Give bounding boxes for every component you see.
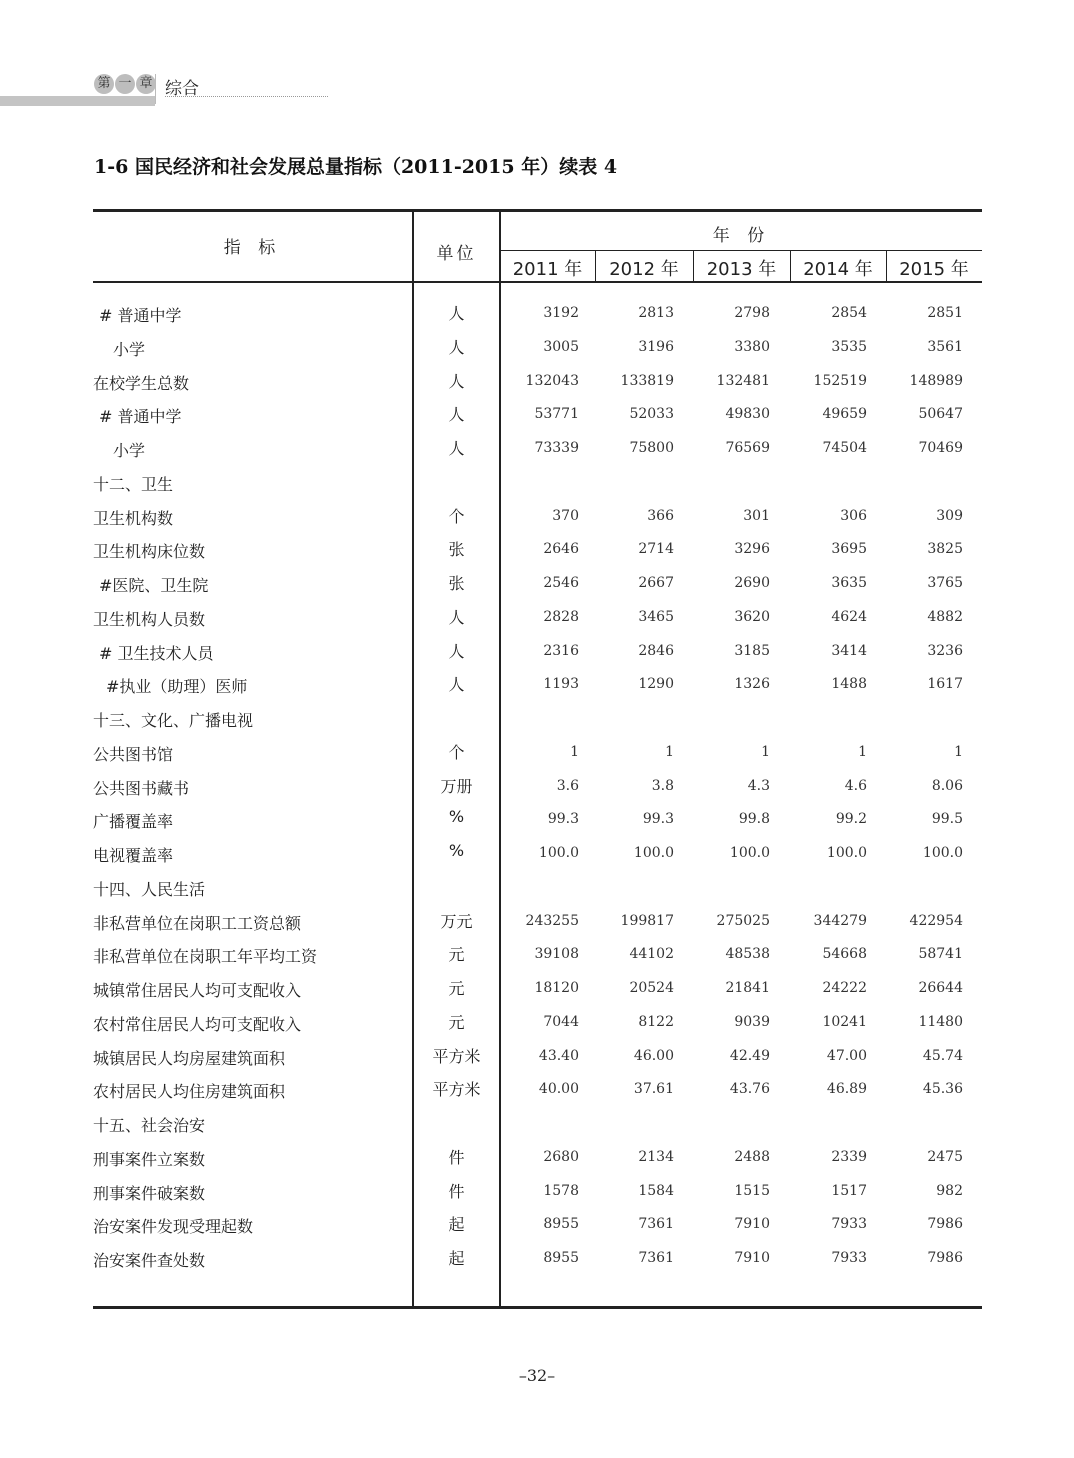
value-cell: 2680 [543, 1148, 579, 1165]
value-cell: 1617 [927, 676, 963, 693]
indicator-name: 农村居民人均住房建筑面积 [93, 1082, 286, 1102]
indicator-name: 小学 [113, 339, 146, 359]
unit-cell: 人 [448, 641, 465, 661]
table-row [93, 1208, 982, 1242]
page-number: –32– [518, 1366, 556, 1385]
value-cell: 73339 [534, 440, 579, 456]
value-cell: 982 [936, 1182, 963, 1199]
bottom-rule [93, 1306, 982, 1309]
value-cell: 21841 [725, 980, 770, 996]
value-cell: 3535 [831, 338, 867, 355]
value-cell: 1515 [734, 1182, 770, 1199]
value-cell: 52033 [629, 406, 674, 423]
indicator-name: 非私营单位在岗职工工资总额 [93, 913, 302, 933]
indicator-name: 非私营单位在岗职工年平均工资 [93, 947, 318, 967]
unit-cell: 平方米 [432, 1080, 481, 1100]
indicator-name: 十三、文化、广播电视 [93, 711, 254, 730]
chapter-char: 第 [94, 74, 114, 94]
value-cell: 1578 [543, 1182, 579, 1199]
unit-cell: 人 [448, 304, 465, 323]
value-cell: 18120 [534, 980, 579, 996]
unit-cell: 元 [448, 1012, 465, 1032]
table-row [93, 1006, 982, 1040]
value-cell: 2851 [927, 305, 963, 321]
table-row [93, 398, 982, 432]
table-row [93, 837, 982, 871]
value-cell: 7361 [638, 1250, 674, 1266]
header-band [0, 96, 155, 106]
value-cell: 1 [665, 743, 674, 760]
table-row [93, 803, 982, 837]
value-cell: 47.00 [826, 1047, 867, 1064]
indicator-name: 卫生机构人员数 [93, 609, 206, 629]
unit-cell: 人 [448, 607, 465, 627]
value-cell: 99.8 [738, 811, 770, 828]
value-cell: 45.74 [922, 1047, 963, 1064]
header-rule [93, 281, 982, 283]
value-cell: 50647 [918, 406, 963, 423]
table-row [93, 1141, 982, 1175]
table-row [93, 533, 982, 567]
value-cell: 8955 [543, 1216, 579, 1233]
value-cell: 309 [936, 507, 963, 524]
indicator-name: 刑事案件立案数 [93, 1149, 206, 1169]
value-cell: 100.0 [538, 845, 579, 861]
chapter-badge [94, 74, 156, 94]
indicator-name: # 普通中学 [99, 407, 182, 427]
indicator-name: 十四、人民生活 [93, 879, 206, 899]
table-row [93, 938, 982, 972]
indicator-name: # 普通中学 [99, 306, 182, 325]
value-cell: 370 [552, 507, 579, 524]
value-cell: 9039 [734, 1013, 770, 1030]
table-row [93, 1107, 982, 1141]
unit-cell: 起 [448, 1249, 465, 1268]
unit-cell: % [448, 807, 465, 827]
value-cell: 3296 [734, 541, 770, 558]
indicator-name: 城镇居民人均房屋建筑面积 [93, 1048, 286, 1068]
value-cell: 3236 [927, 642, 963, 659]
value-cell: 3825 [927, 541, 963, 558]
value-cell: 4882 [927, 608, 963, 625]
value-cell: 100.0 [826, 845, 867, 861]
indicator-name: 卫生机构床位数 [93, 542, 206, 562]
value-cell: 43.76 [729, 1081, 770, 1098]
value-cell: 148989 [909, 372, 963, 389]
value-cell: 3620 [734, 608, 770, 625]
table-row [93, 297, 982, 331]
value-cell: 20524 [629, 980, 674, 996]
value-cell: 8.06 [931, 777, 963, 794]
indicator-name: 小学 [113, 441, 146, 460]
value-cell: 46.00 [633, 1047, 674, 1064]
value-cell: 1 [858, 743, 867, 760]
value-cell: 306 [840, 507, 867, 524]
value-cell: 37.61 [633, 1081, 674, 1098]
indicator-name: 电视覆盖率 [93, 846, 174, 865]
value-cell: 7933 [831, 1216, 867, 1233]
table-row [93, 1175, 982, 1209]
unit-cell: 张 [448, 574, 465, 593]
value-cell: 100.0 [729, 845, 770, 861]
value-cell: 132481 [716, 372, 770, 389]
value-cell: 54668 [822, 946, 867, 963]
table-row [93, 770, 982, 804]
value-cell: 3380 [734, 338, 770, 355]
value-cell: 8955 [543, 1250, 579, 1266]
value-cell: 58741 [918, 946, 963, 963]
value-cell: 1 [761, 743, 770, 760]
value-cell: 48538 [725, 946, 770, 963]
unit-cell: 万元 [440, 911, 473, 931]
indicator-name: 治安案件发现受理起数 [93, 1217, 254, 1237]
value-cell: 1193 [543, 676, 579, 693]
header-year: 2015 年 [899, 259, 969, 280]
value-cell: 2316 [543, 642, 579, 659]
table-row [93, 1040, 982, 1074]
value-cell: 275025 [716, 912, 770, 929]
value-cell: 3196 [638, 338, 674, 355]
value-cell: 2813 [638, 305, 674, 321]
value-cell: 4.6 [844, 777, 867, 794]
table-row [93, 972, 982, 1006]
value-cell: 133819 [620, 372, 674, 389]
header-year-group: 年 份 [712, 226, 771, 246]
indicator-name: 广播覆盖率 [93, 812, 174, 832]
value-cell: 3695 [831, 541, 867, 558]
table-row [93, 331, 982, 365]
value-cell: 1584 [638, 1182, 674, 1199]
indicator-name: 治安案件查处数 [93, 1251, 206, 1270]
table-row [93, 1073, 982, 1107]
value-cell: 2846 [638, 642, 674, 659]
unit-cell: 人 [448, 675, 465, 695]
value-cell: 99.3 [547, 811, 579, 828]
header-year: 2012 年 [609, 259, 679, 280]
unit-cell: 件 [448, 1181, 465, 1201]
value-cell: 2714 [638, 541, 674, 558]
value-cell: 3.8 [651, 777, 674, 794]
value-cell: 24222 [822, 980, 867, 996]
value-cell: 2854 [831, 305, 867, 321]
value-cell: 2546 [543, 575, 579, 591]
unit-cell: 起 [448, 1215, 465, 1235]
value-cell: 40.00 [538, 1081, 579, 1098]
value-cell: 74504 [822, 440, 867, 456]
value-cell: 7986 [927, 1216, 963, 1233]
header-indicator: 指 标 [223, 238, 282, 258]
value-cell: 3192 [543, 305, 579, 321]
table-row [93, 702, 982, 736]
value-cell: 49659 [822, 406, 867, 423]
value-cell: 99.3 [642, 811, 674, 828]
unit-cell: 件 [448, 1147, 465, 1167]
top-rule [93, 209, 982, 212]
indicator-name: 农村常住居民人均可支配收入 [93, 1014, 302, 1034]
value-cell: 7910 [734, 1250, 770, 1266]
value-cell: 26644 [918, 980, 963, 996]
value-cell: 10241 [822, 1013, 867, 1030]
header-year: 2014 年 [803, 259, 873, 280]
table-row [93, 466, 982, 500]
table-row [93, 736, 982, 770]
value-cell: 199817 [620, 912, 674, 929]
value-cell: 366 [647, 507, 674, 524]
value-cell: 1 [570, 743, 579, 760]
unit-cell: 元 [448, 979, 465, 998]
chapter-char: 章 [136, 74, 156, 94]
value-cell: 3185 [734, 642, 770, 659]
year-group-rule [500, 250, 982, 251]
value-cell: 3.6 [556, 777, 579, 794]
value-cell: 100.0 [922, 845, 963, 861]
value-cell: 42.49 [729, 1047, 770, 1064]
value-cell: 344279 [813, 912, 867, 929]
header-year: 2013 年 [706, 259, 777, 280]
value-cell: 53771 [534, 406, 579, 423]
value-cell: 2339 [831, 1148, 867, 1165]
header-divider [155, 74, 156, 104]
value-cell: 4.3 [747, 777, 770, 794]
value-cell: 3005 [543, 338, 579, 355]
unit-cell: 平方米 [432, 1046, 481, 1066]
unit-cell: % [448, 841, 465, 860]
unit-cell: 人 [448, 405, 465, 425]
table-row [93, 567, 982, 601]
value-cell: 1 [954, 743, 963, 760]
value-cell: 3465 [638, 608, 674, 625]
indicator-name: 在校学生总数 [93, 373, 190, 393]
value-cell: 99.2 [835, 811, 867, 828]
value-cell: 3635 [831, 575, 867, 591]
indicator-name: 公共图书馆 [93, 744, 174, 764]
value-cell: 132043 [525, 372, 579, 389]
header-unit: 单位 [436, 244, 477, 264]
value-cell: 7361 [638, 1216, 674, 1233]
chapter-char: 一 [115, 74, 135, 94]
unit-cell: 元 [448, 945, 465, 965]
indicator-name: #执业（助理）医师 [106, 677, 248, 697]
value-cell: 39108 [534, 946, 579, 963]
value-cell: 2488 [734, 1148, 770, 1165]
unit-cell: 个 [448, 506, 465, 526]
value-cell: 1326 [734, 676, 770, 693]
value-cell: 2475 [927, 1148, 963, 1165]
table-row [93, 432, 982, 466]
value-cell: 3765 [927, 575, 963, 591]
table-row [93, 635, 982, 669]
value-cell: 44102 [629, 946, 674, 963]
value-cell: 43.40 [538, 1047, 579, 1064]
value-cell: 2828 [543, 608, 579, 625]
table-row [93, 871, 982, 905]
table-title: 1-6 国民经济和社会发展总量指标（2011-2015 年）续表 4 [94, 156, 618, 178]
value-cell: 152519 [813, 372, 867, 389]
value-cell: 76569 [725, 440, 770, 456]
value-cell: 4624 [831, 608, 867, 625]
indicator-name: 十五、社会治安 [93, 1116, 206, 1135]
header-year: 2011 年 [512, 259, 583, 280]
value-cell: 11480 [918, 1013, 963, 1030]
value-cell: 301 [743, 507, 770, 524]
table-row [93, 668, 982, 702]
value-cell: 70469 [918, 440, 963, 456]
indicator-name: 卫生机构数 [93, 508, 174, 528]
table-row [93, 365, 982, 399]
table-row [93, 1242, 982, 1276]
value-cell: 45.36 [922, 1081, 963, 1098]
unit-cell: 人 [448, 337, 465, 357]
indicator-name: 十二、卫生 [93, 474, 174, 494]
value-cell: 7910 [734, 1216, 770, 1233]
unit-cell: 人 [448, 439, 465, 458]
value-cell: 2690 [734, 575, 770, 591]
indicators-table [93, 209, 982, 1309]
value-cell: 2134 [638, 1148, 674, 1165]
value-cell: 8122 [638, 1013, 674, 1030]
value-cell: 243255 [525, 912, 579, 929]
table-row [93, 905, 982, 939]
unit-cell: 万册 [440, 776, 473, 796]
value-cell: 1290 [638, 676, 674, 693]
indicator-name: # 卫生技术人员 [99, 643, 214, 663]
header-dotted-rule [165, 96, 328, 97]
indicator-name: #医院、卫生院 [99, 576, 209, 595]
unit-cell: 人 [448, 371, 465, 391]
value-cell: 2798 [734, 305, 770, 321]
value-cell: 7044 [543, 1013, 579, 1030]
value-cell: 2667 [638, 575, 674, 591]
table-body [93, 297, 982, 1276]
value-cell: 7933 [831, 1250, 867, 1266]
value-cell: 100.0 [633, 845, 674, 861]
value-cell: 46.89 [826, 1081, 867, 1098]
value-cell: 1517 [831, 1182, 867, 1199]
value-cell: 3561 [927, 338, 963, 355]
value-cell: 7986 [927, 1250, 963, 1266]
value-cell: 75800 [629, 440, 674, 456]
value-cell: 49830 [725, 406, 770, 423]
indicator-name: 公共图书藏书 [93, 778, 190, 798]
value-cell: 1488 [831, 676, 867, 693]
section-name: 综合 [165, 79, 199, 99]
unit-cell: 张 [448, 540, 465, 560]
table-row [93, 500, 982, 534]
value-cell: 3414 [831, 642, 867, 659]
value-cell: 2646 [543, 541, 579, 558]
table-row [93, 601, 982, 635]
value-cell: 422954 [909, 912, 963, 929]
value-cell: 99.5 [931, 811, 963, 828]
indicator-name: 刑事案件破案数 [93, 1183, 206, 1203]
unit-cell: 个 [448, 742, 465, 762]
indicator-name: 城镇常住居民人均可支配收入 [93, 981, 302, 1000]
